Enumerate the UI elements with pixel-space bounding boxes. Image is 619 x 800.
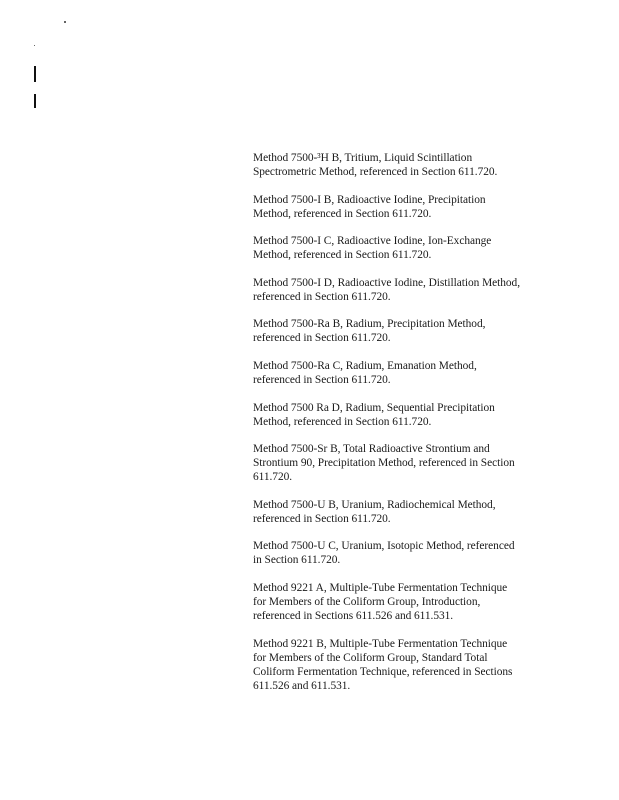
method-entry-line: 611.720.	[253, 471, 293, 484]
method-entry	[253, 151, 553, 179]
method-entry-line: Method, referenced in Section 611.720.	[253, 207, 432, 220]
method-entry	[253, 401, 553, 429]
method-entry-line: referenced in Sections 611.526 and 611.531.	[253, 609, 454, 622]
method-entry-line: Spectrometric Method, referenced in Section 611.720.	[253, 166, 498, 178]
scan-speck	[64, 21, 66, 23]
method-entry-line: in Section 611.720.	[253, 554, 341, 567]
method-entry-line: Method 7500-I B, Radioactive Iodine, Precipitation	[253, 193, 486, 206]
method-entry-line: Method 9221 A, Multiple-Tube Fermentation Technique	[253, 581, 508, 594]
method-entry-line: Method 7500-U C, Uranium, Isotopic Method, referenced	[253, 540, 515, 553]
method-entry	[253, 637, 553, 693]
method-entry-line: Method 9221 B, Multiple-Tube Fermentation Technique	[253, 637, 508, 650]
method-entry-line: Method, referenced in Section 611.720.	[253, 415, 432, 428]
method-entry-line: Coliform Fermentation Technique, referenced in Sections	[253, 665, 513, 678]
method-entry-line: Method 7500-I C, Radioactive Iodine, Ion-Exchange	[253, 235, 492, 248]
method-entry-line: for Members of the Coliform Group, Standard Total	[253, 651, 488, 664]
method-entry-line: referenced in Section 611.720.	[253, 290, 391, 303]
method-entry	[253, 317, 553, 345]
method-entry-line: 611.526 and 611.531.	[253, 679, 351, 692]
method-entry	[253, 359, 553, 387]
scan-speck	[34, 45, 35, 46]
method-entry	[253, 234, 553, 262]
revision-bar	[34, 66, 36, 82]
method-reference-list	[253, 151, 553, 706]
method-entry-line: Method 7500-U B, Uranium, Radiochemical Method,	[253, 498, 496, 511]
method-entry-line: Method 7500-³H B, Tritium, Liquid Scintillation	[253, 152, 473, 164]
method-entry-line: Method 7500-I D, Radioactive Iodine, Distillation Method,	[253, 276, 520, 289]
method-entry-line: referenced in Section 611.720.	[253, 332, 391, 345]
method-entry-line: Method 7500-Ra C, Radium, Emanation Method,	[253, 359, 477, 372]
method-entry-line: Strontium 90, Precipitation Method, referenced in Section	[253, 457, 515, 470]
method-entry	[253, 539, 553, 567]
method-entry	[253, 498, 553, 526]
method-entry-line: referenced in Section 611.720.	[253, 373, 391, 386]
method-entry	[253, 276, 553, 304]
method-entry	[253, 442, 553, 484]
method-entry-line: Method, referenced in Section 611.720.	[253, 249, 432, 262]
method-entry-line: Method 7500-Sr B, Total Radioactive Strontium and	[253, 443, 490, 456]
revision-bar	[34, 94, 36, 108]
method-entry-line: Method 7500-Ra B, Radium, Precipitation Method,	[253, 318, 486, 331]
method-entry-line: referenced in Section 611.720.	[253, 512, 391, 525]
method-entry-line: Method 7500 Ra D, Radium, Sequential Precipitation	[253, 401, 495, 414]
method-entry	[253, 581, 553, 623]
method-entry-line: for Members of the Coliform Group, Introduction,	[253, 595, 481, 608]
method-entry	[253, 193, 553, 221]
